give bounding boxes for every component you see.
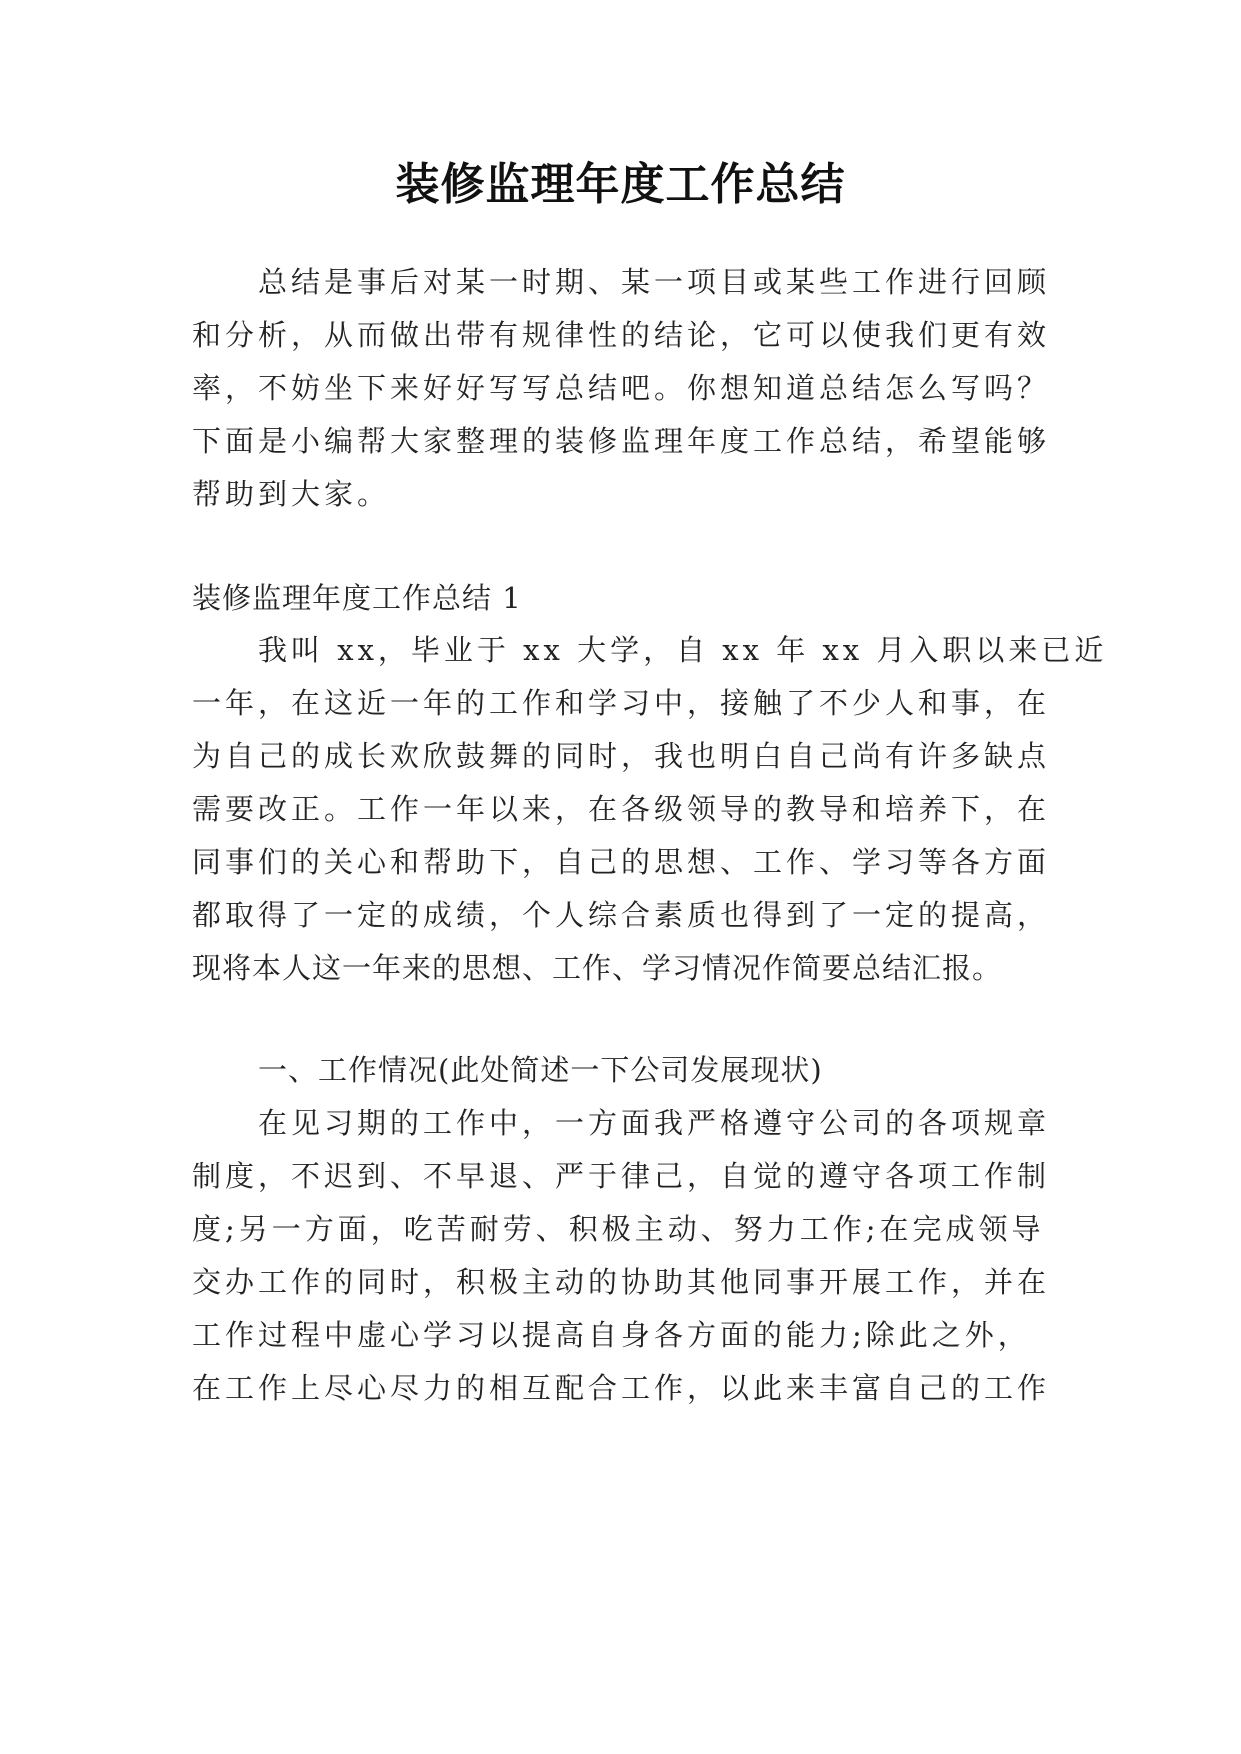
para2-line-5: 工作过程中虚心学习以提高自身各方面的能力;除此之外，: [192, 1318, 1031, 1352]
document-title: 装修监理年度工作总结: [395, 159, 846, 210]
para1-line-1: 我叫 xx，毕业于 xx 大学，自 xx 年 xx 月入职以来已近: [258, 633, 1108, 667]
para2-line-1: 在见习期的工作中，一方面我严格遵守公司的各项规章: [258, 1106, 1051, 1140]
para1-line-4: 需要改正。工作一年以来，在各级领导的教导和培养下，在: [192, 792, 1051, 826]
para1-line-5: 同事们的关心和帮助下，自己的思想、工作、学习等各方面: [192, 845, 1051, 879]
para2-line-3: 度;另一方面，吃苦耐劳、积极主动、努力工作;在完成领导: [192, 1212, 1045, 1246]
para1-line-2: 一年，在这近一年的工作和学习中，接触了不少人和事，在: [192, 686, 1051, 720]
intro-line-2: 和分析，从而做出带有规律性的结论，它可以使我们更有效: [192, 318, 1051, 352]
intro-line-5: 帮助到大家。: [192, 477, 391, 511]
intro-line-1: 总结是事后对某一时期、某一项目或某些工作进行回顾: [258, 265, 1051, 299]
para2-line-4: 交办工作的同时，积极主动的协助其他同事开展工作，并在: [192, 1265, 1051, 1299]
intro-line-3: 率，不妨坐下来好好写写总结吧。你想知道总结怎么写吗？: [192, 371, 1051, 405]
para2-line-6: 在工作上尽心尽力的相互配合工作，以此来丰富自己的工作: [192, 1371, 1051, 1405]
section-heading: 装修监理年度工作总结 1: [192, 581, 522, 615]
subheading: 一、工作情况(此处简述一下公司发展现状): [258, 1053, 823, 1087]
para2-line-2: 制度，不迟到、不早退、严于律己，自觉的遵守各项工作制: [192, 1159, 1051, 1193]
para1-line-6: 都取得了一定的成绩，个人综合素质也得到了一定的提高，: [192, 898, 1051, 932]
para1-line-7: 现将本人这一年来的思想、工作、学习情况作简要总结汇报。: [192, 951, 1003, 985]
intro-line-4: 下面是小编帮大家整理的装修监理年度工作总结，希望能够: [192, 424, 1051, 458]
para1-line-3: 为自己的成长欢欣鼓舞的同时，我也明白自己尚有许多缺点: [192, 739, 1051, 773]
